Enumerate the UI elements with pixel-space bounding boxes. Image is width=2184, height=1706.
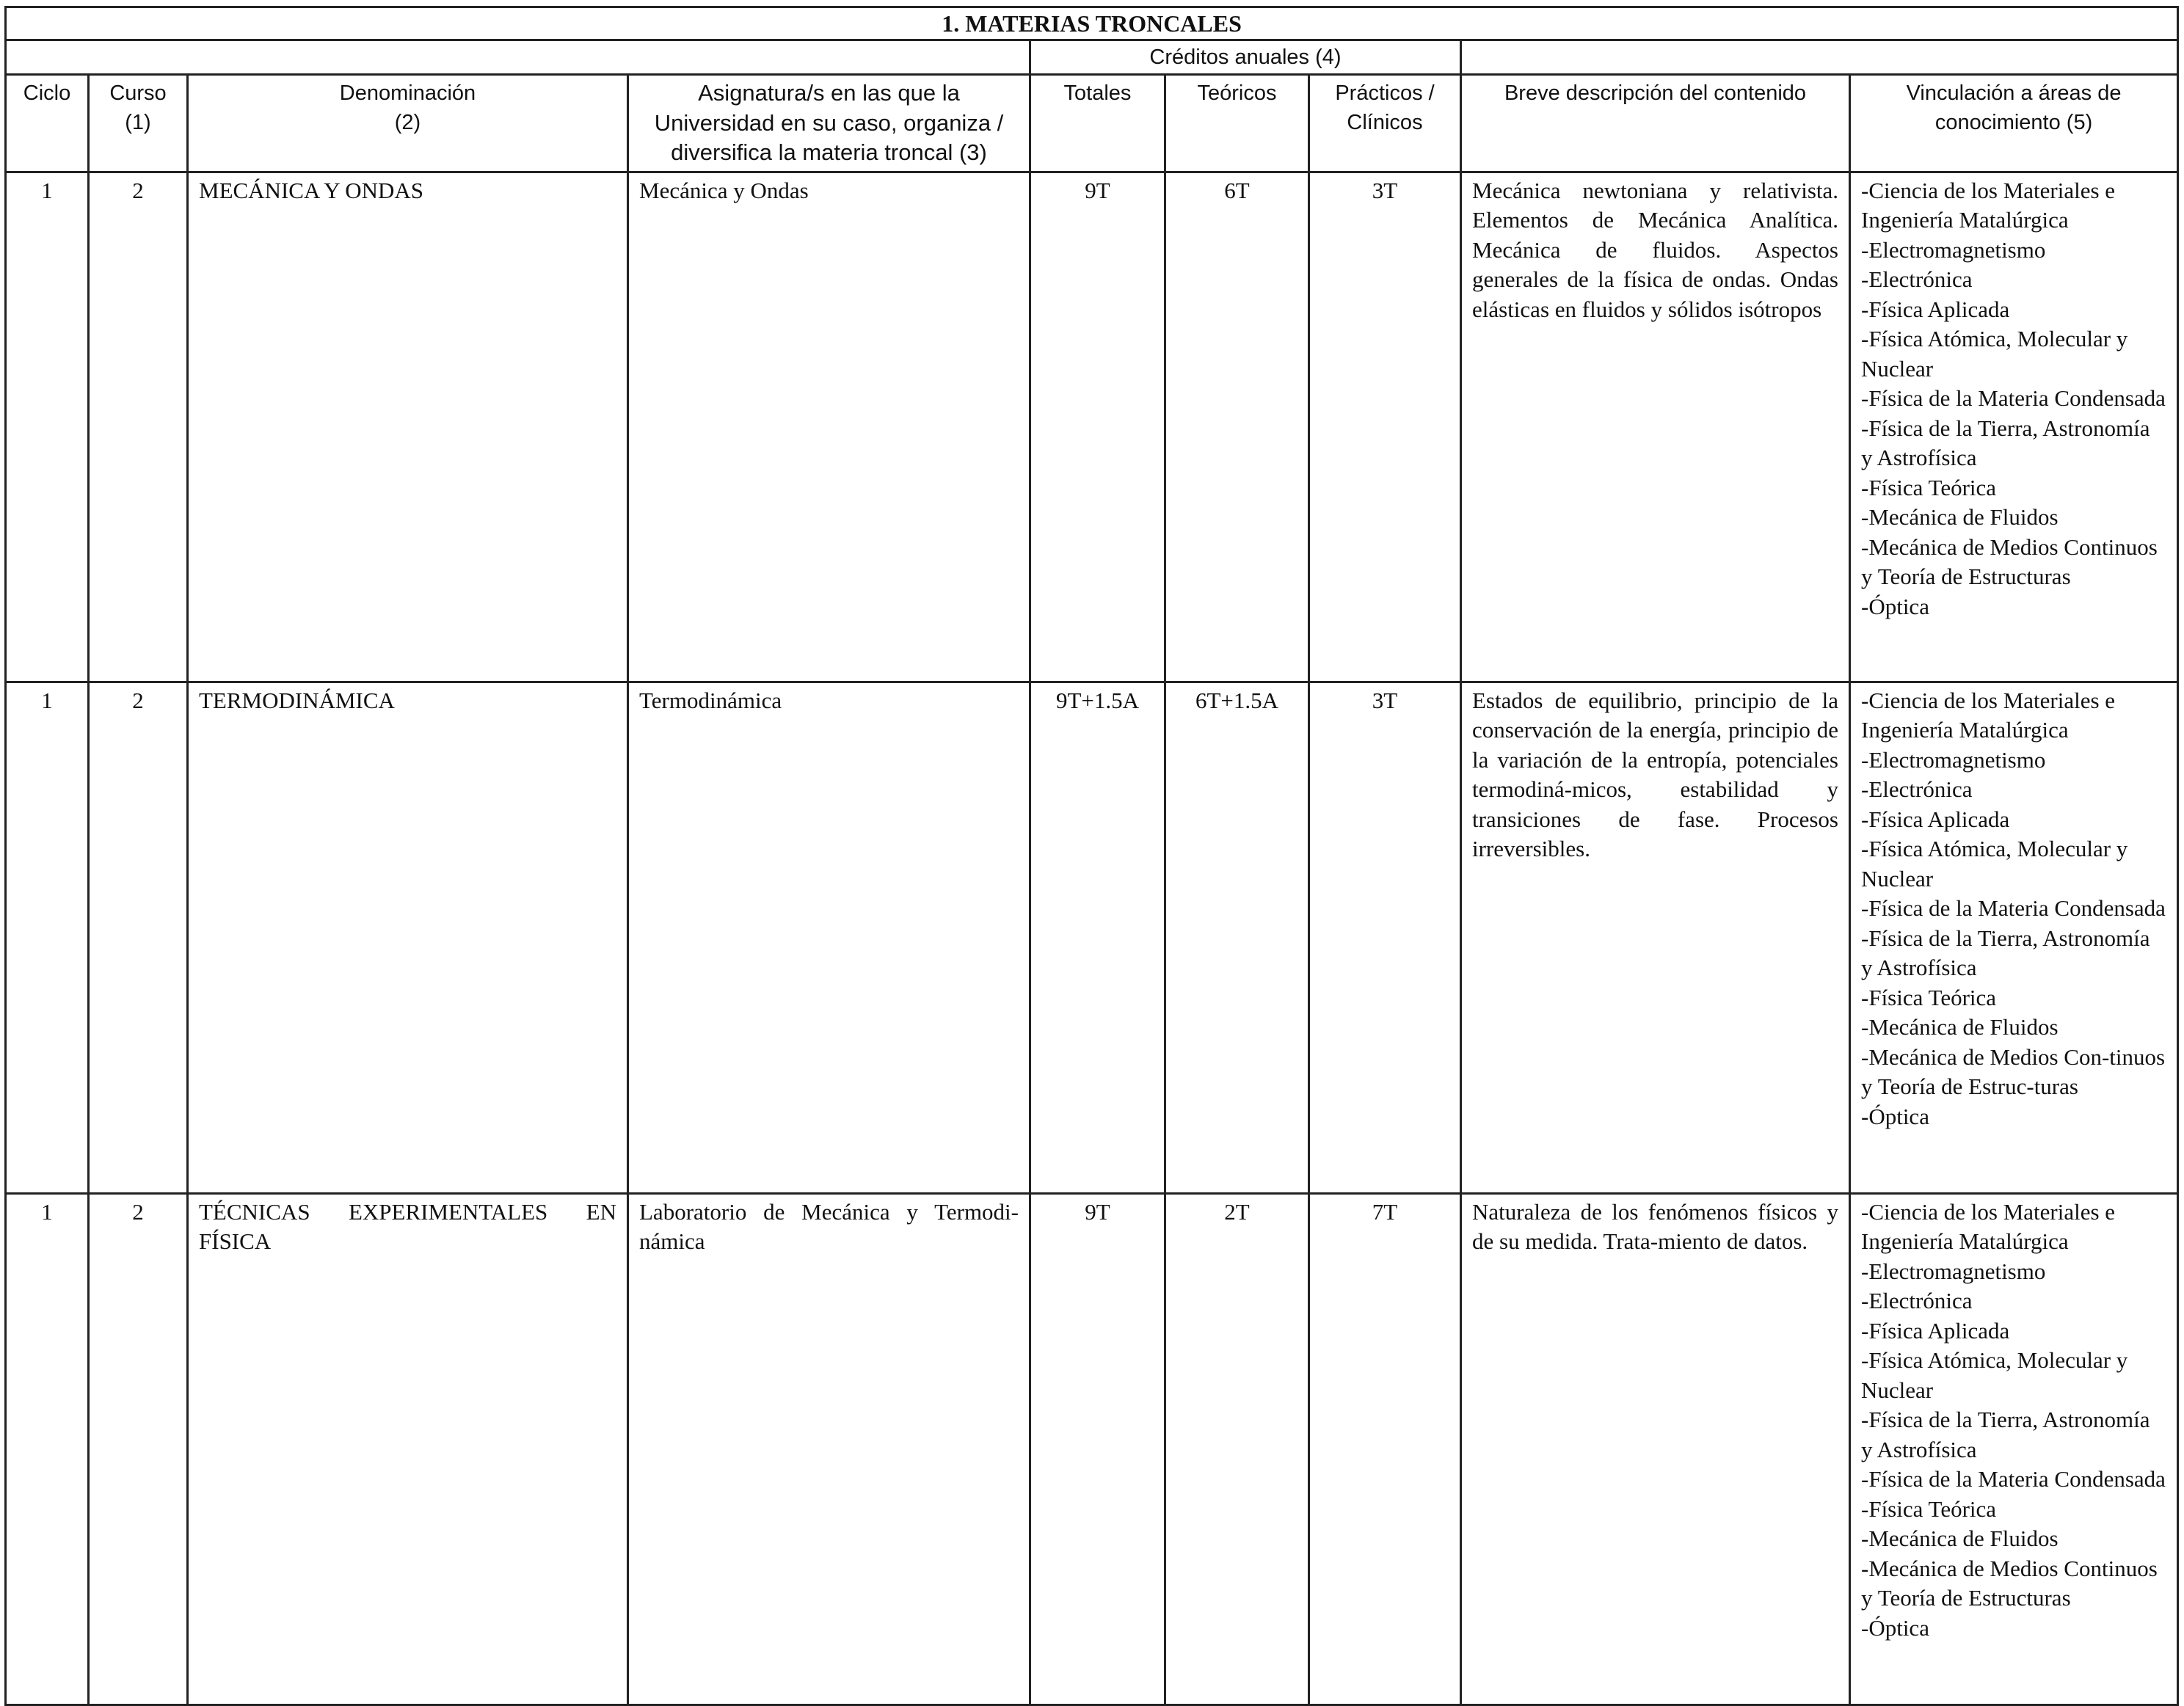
area-item: -Física de la Materia Condensada — [1861, 385, 2166, 411]
cell-areas — [1850, 172, 2178, 682]
table-row — [6, 1193, 2178, 1705]
area-item: -Ciencia de los Materiales e Ingeniería Matalúrgica — [1861, 177, 2116, 233]
area-item: -Física Teórica — [1861, 984, 1997, 1010]
area-item: -Física Aplicada — [1861, 806, 2010, 832]
cell-denominacion: TERMODINÁMICA — [188, 682, 628, 1193]
area-item: -Electrónica — [1861, 266, 1973, 292]
cell-totales: 9T — [1030, 1193, 1165, 1705]
cell-teoricos: 2T — [1165, 1193, 1309, 1705]
area-item: -Física de la Tierra, Astronomía y Astrofísica — [1861, 415, 2150, 470]
cell-practicos: 7T — [1309, 1193, 1461, 1705]
header-totales: Totales — [1030, 75, 1165, 172]
blank-subhead-right — [1461, 40, 2178, 75]
header-denominacion-note: (2) — [394, 111, 421, 134]
table-row — [6, 682, 2178, 1193]
cell-ciclo: 1 — [6, 682, 89, 1193]
cell-descripcion: Estados de equilibrio, principio de la conservación de la energía, principio de la variación de la entropía, potenciales termodiná-micos, estabilidad y transiciones de fase. Procesos irreversibles. — [1461, 682, 1850, 1193]
area-item: -Electrónica — [1861, 776, 1973, 802]
cell-teoricos: 6T+1.5A — [1165, 682, 1309, 1193]
cell-asignatura: Laboratorio de Mecánica y Termodi-námica — [628, 1193, 1030, 1705]
header-asignatura: Asignatura/s en las que la Universidad en su caso, organiza / diversifica la materia troncal (3) — [628, 75, 1030, 172]
area-item: -Física Aplicada — [1861, 296, 2010, 322]
header-curso-label: Curso — [109, 81, 167, 105]
header-ciclo: Ciclo — [6, 75, 89, 172]
area-item: -Óptica — [1861, 1614, 1929, 1641]
area-item: -Electromagnetismo — [1861, 1258, 2046, 1284]
area-item: -Mecánica de Medios Continuos y Teoría de Estructuras — [1861, 533, 2158, 589]
cell-practicos: 3T — [1309, 172, 1461, 682]
column-header-row — [6, 75, 2178, 172]
area-item: -Electromagnetismo — [1861, 236, 2046, 263]
area-item: -Física de la Materia Condensada — [1861, 1466, 2166, 1492]
area-item: -Óptica — [1861, 1103, 1929, 1129]
area-item: -Física de la Materia Condensada — [1861, 895, 2166, 921]
area-item: -Física Atómica, Molecular y Nuclear — [1861, 1347, 2128, 1403]
cell-areas — [1850, 682, 2178, 1193]
cell-descripcion: Mecánica newtoniana y relativista. Elementos de Mecánica Analítica. Mecánica de fluidos. Aspectos generales de la física de ondas. Ondas elásticas en fluidos y sólidos isótropos — [1461, 172, 1850, 682]
cell-denominacion: TÉCNICAS EXPERIMENTALES EN FÍSICA — [188, 1193, 628, 1705]
cell-asignatura: Mecánica y Ondas — [628, 172, 1030, 682]
cell-ciclo: 1 — [6, 172, 89, 682]
area-item: -Mecánica de Fluidos — [1861, 1525, 2059, 1551]
area-item: -Física Teórica — [1861, 474, 1997, 500]
header-teoricos: Teóricos — [1165, 75, 1309, 172]
blank-subhead-left — [6, 40, 1030, 75]
area-item: -Óptica — [1861, 593, 1929, 619]
cell-totales: 9T+1.5A — [1030, 682, 1165, 1193]
area-item: -Física Atómica, Molecular y Nuclear — [1861, 326, 2128, 382]
area-item: -Física Atómica, Molecular y Nuclear — [1861, 836, 2128, 892]
header-denominacion — [188, 75, 628, 172]
document-page — [4, 6, 2177, 1706]
area-item: -Física de la Tierra, Astronomía y Astrofísica — [1861, 925, 2150, 980]
cell-totales: 9T — [1030, 172, 1165, 682]
cell-curso: 2 — [89, 682, 188, 1193]
area-item: -Mecánica de Medios Continuos y Teoría de Estructuras — [1861, 1555, 2158, 1611]
table-row — [6, 172, 2178, 682]
area-item: -Física Teórica — [1861, 1495, 1997, 1522]
header-practicos: Prácticos / Clínicos — [1309, 75, 1461, 172]
cell-curso: 2 — [89, 172, 188, 682]
area-item: -Ciencia de los Materiales e Ingeniería Matalúrgica — [1861, 687, 2116, 743]
area-item: -Física de la Tierra, Astronomía y Astrofísica — [1861, 1407, 2150, 1462]
area-item: -Física Aplicada — [1861, 1317, 2010, 1344]
area-item: -Mecánica de Medios Con-tinuos y Teoría de Estruc-turas — [1861, 1043, 2166, 1099]
header-curso — [89, 75, 188, 172]
cell-curso: 2 — [89, 1193, 188, 1705]
table-title: 1. MATERIAS TRONCALES — [6, 7, 2178, 40]
cell-ciclo: 1 — [6, 1193, 89, 1705]
area-item: -Electromagnetismo — [1861, 746, 2046, 773]
header-descripcion: Breve descripción del contenido — [1461, 75, 1850, 172]
materias-troncales-table — [4, 6, 2179, 1706]
header-curso-note: (1) — [125, 111, 151, 134]
header-denominacion-label: Denominación — [339, 81, 476, 105]
creditos-header: Créditos anuales (4) — [1030, 40, 1461, 75]
area-item: -Mecánica de Fluidos — [1861, 1014, 2059, 1040]
area-item: -Electrónica — [1861, 1288, 1973, 1313]
area-item: -Ciencia de los Materiales e Ingeniería Matalúrgica — [1861, 1198, 2116, 1254]
cell-asignatura: Termodinámica — [628, 682, 1030, 1193]
cell-descripcion: Naturaleza de los fenómenos físicos y de su medida. Trata-miento de datos. — [1461, 1193, 1850, 1705]
cell-practicos: 3T — [1309, 682, 1461, 1193]
cell-areas — [1850, 1193, 2178, 1705]
cell-denominacion: MECÁNICA Y ONDAS — [188, 172, 628, 682]
area-item: -Mecánica de Fluidos — [1861, 504, 2059, 530]
cell-teoricos: 6T — [1165, 172, 1309, 682]
header-vinculacion: Vinculación a áreas de conocimiento (5) — [1850, 75, 2178, 172]
